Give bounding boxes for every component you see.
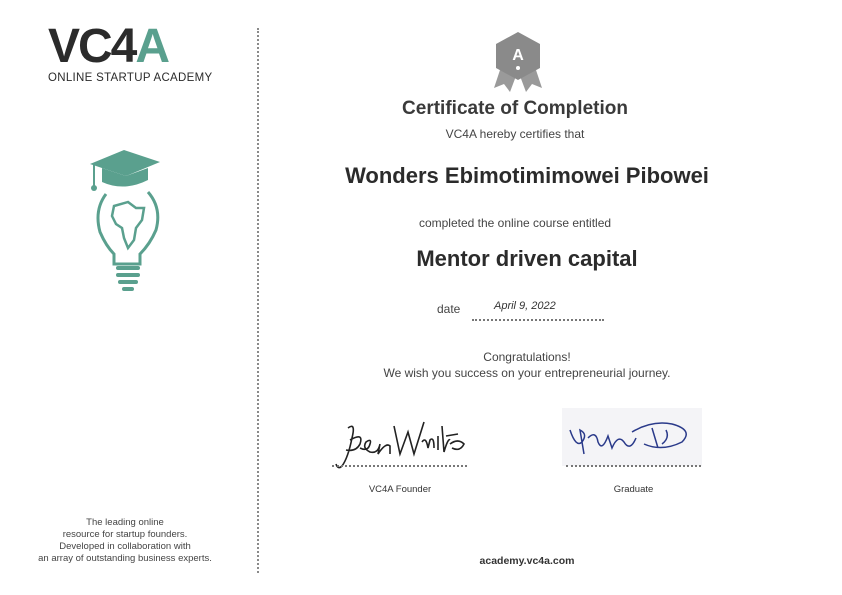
lightbulb-africa-graduation-cap-icon [84, 146, 176, 296]
vc4a-logo [48, 20, 213, 84]
congrats-line: We wish you success on your entrepreneurial journey. [383, 366, 671, 380]
academy-website: academy.vc4a.com [479, 555, 575, 567]
certifies-text: VC4A hereby certifies that [445, 127, 585, 141]
logo-subtitle: ONLINE STARTUP ACADEMY [48, 72, 213, 84]
achievement-badge-icon [490, 30, 546, 94]
tagline-line: Developed in collaboration with [59, 541, 191, 552]
brand-tagline [20, 517, 230, 565]
tagline-line: resource for startup founders. [62, 529, 188, 540]
recipient-name: Wonders Ebimotimimowei Pibowei [345, 163, 709, 188]
dotted-divider [257, 28, 259, 573]
tagline-line: The leading online [86, 517, 164, 528]
course-title: Mentor driven capital [416, 246, 638, 271]
date-underline [472, 319, 604, 321]
tagline-line: an array of outstanding business experts. [38, 553, 212, 564]
completed-text: completed the online course entitled [418, 216, 612, 230]
founder-signature-line [332, 465, 467, 467]
certificate-title: Certificate of Completion [402, 98, 628, 119]
date-label: date [437, 302, 461, 316]
date-value: April 9, 2022 [494, 300, 556, 312]
graduate-signature-line [566, 465, 701, 467]
graduate-signature [562, 408, 702, 468]
logo-wordmark [48, 20, 210, 73]
congratulations-text [320, 349, 734, 381]
logo-accent: A [135, 20, 169, 73]
graduate-label: Graduate [613, 484, 654, 495]
congrats-line: Congratulations! [483, 350, 571, 364]
badge-letter: A [512, 47, 524, 64]
logo-main: VC4 [48, 20, 136, 73]
founder-label: VC4A Founder [368, 484, 432, 495]
